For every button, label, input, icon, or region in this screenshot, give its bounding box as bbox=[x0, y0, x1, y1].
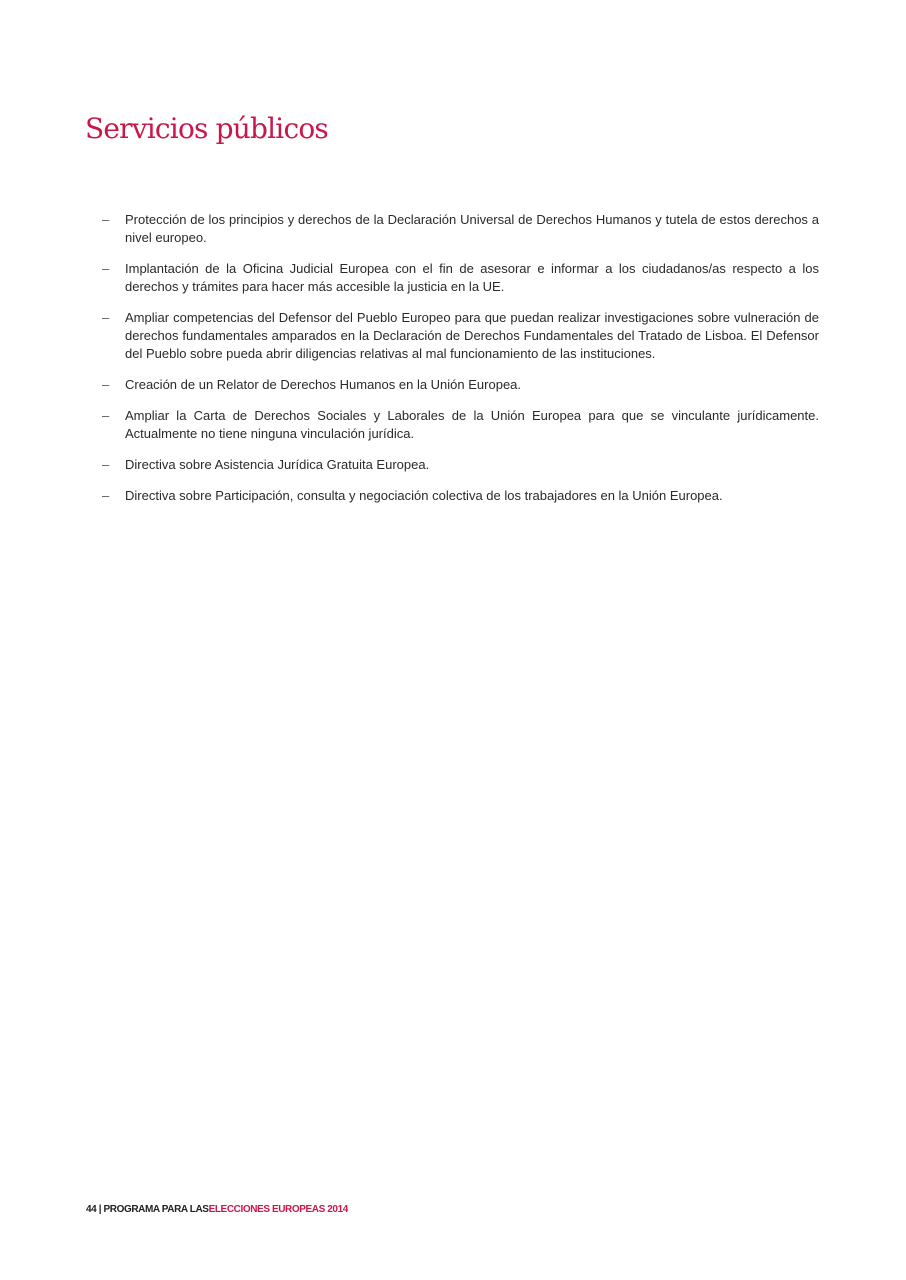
list-item bbox=[102, 456, 819, 474]
list-item-text: Directiva sobre Participación, consulta y negociación colectiva de los trabajadores en la Unión Europea. bbox=[125, 488, 723, 503]
list-item bbox=[102, 376, 819, 394]
dash-bullet-icon: – bbox=[102, 488, 110, 503]
dash-bullet-icon: – bbox=[102, 457, 110, 472]
list-item-text: Ampliar la Carta de Derechos Sociales y Laborales de la Unión Europea para que se vinculante jurídicamente. Actualmente no tiene ninguna vinculación jurídica. bbox=[125, 408, 819, 441]
footer-label: PROGRAMA PARA LAS bbox=[103, 1204, 209, 1215]
list-item bbox=[102, 211, 819, 247]
page-title: Servicios públicos bbox=[85, 112, 328, 145]
dash-bullet-icon: – bbox=[102, 261, 110, 276]
bullet-list bbox=[102, 211, 819, 518]
list-item-text: Directiva sobre Asistencia Jurídica Gratuita Europea. bbox=[125, 457, 430, 472]
page-footer bbox=[86, 1204, 348, 1215]
dash-bullet-icon: – bbox=[102, 377, 110, 392]
list-item bbox=[102, 407, 819, 443]
list-item-text: Creación de un Relator de Derechos Humanos en la Unión Europea. bbox=[125, 377, 522, 392]
list-item bbox=[102, 487, 819, 505]
footer-separator: | bbox=[98, 1204, 102, 1215]
footer-label-accent: ELECCIONES EUROPEAS 2014 bbox=[208, 1204, 348, 1215]
dash-bullet-icon: – bbox=[102, 408, 110, 423]
dash-bullet-icon: – bbox=[102, 310, 110, 325]
page-number: 44 bbox=[86, 1204, 97, 1215]
list-item-text: Ampliar competencias del Defensor del Pueblo Europeo para que puedan realizar investigaciones sobre vulneración de derechos fundamentales amparados en la Declaración de Derechos Fundamentales del Tratado de Lisboa. El Defensor del Pueblo sobre pueda abrir diligencias relativas al mal funcionamiento de las instituciones. bbox=[125, 310, 819, 361]
list-item bbox=[102, 309, 819, 363]
list-item-text: Protección de los principios y derechos de la Declaración Universal de Derechos Humanos y tutela de estos derechos a nivel europeo. bbox=[125, 212, 819, 245]
list-item bbox=[102, 260, 819, 296]
list-item-text: Implantación de la Oficina Judicial Europea con el fin de asesorar e informar a los ciudadanos/as respecto a los derechos y trámites para hacer más accesible la justicia en la UE. bbox=[125, 261, 819, 294]
dash-bullet-icon: – bbox=[102, 212, 110, 227]
